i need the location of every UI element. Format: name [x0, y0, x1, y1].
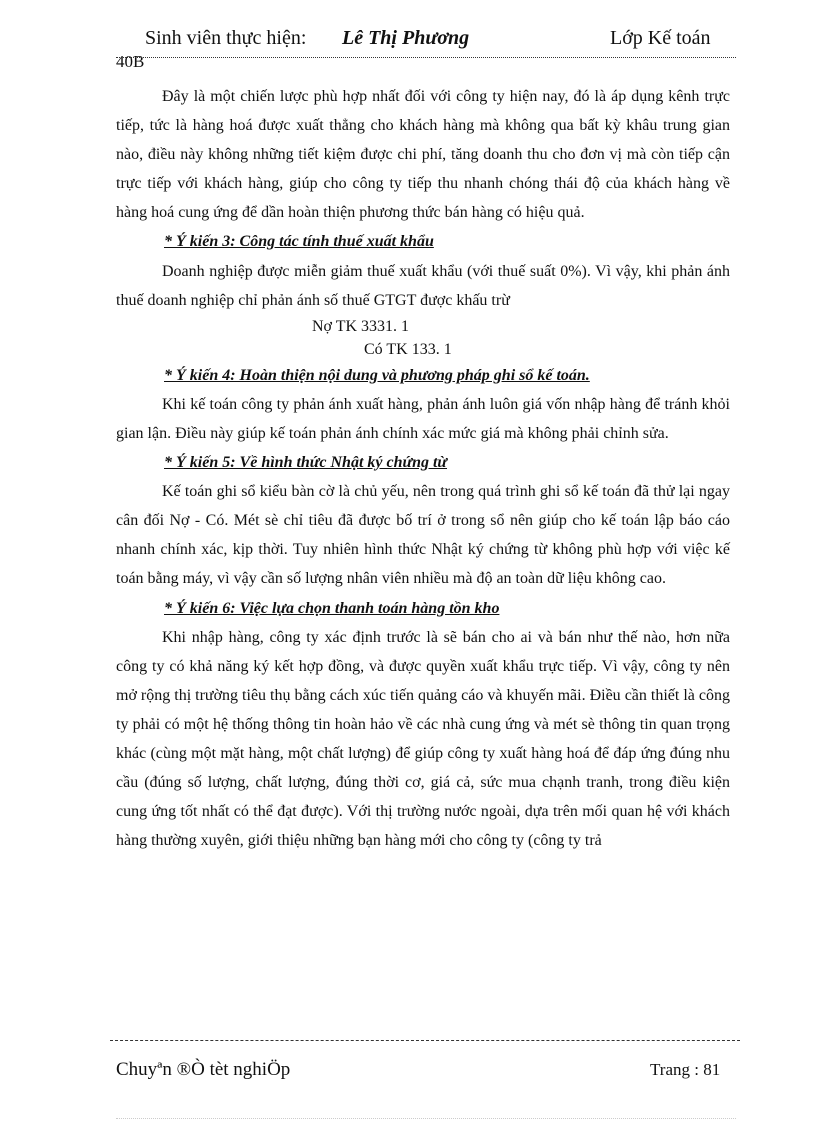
journal-entry-debit: Nợ TK 3331. 1	[312, 317, 410, 335]
footer-page-number: Trang : 81	[650, 1060, 721, 1079]
paragraph-export-tax: Doanh nghiệp được miễn giảm thuế xuất khẩu (với thuế suất 0%). Vì vậy, khi phản ánh thuế doanh nghiệp chỉ phản ánh số thuế GTGT được khấu trừ	[116, 262, 730, 309]
header-class-label: Lớp Kế toán	[610, 27, 711, 49]
footer-title: Chuyªn ®Ò tèt nghiÖp	[116, 1059, 291, 1080]
paragraph-inventory-payment: Khi nhập hàng, công ty xác định trước là sẽ bán cho ai và bán như thế nào, hơn nữa công ty có khả năng ký kết hợp đồng, và được quyền xuất khẩu trực tiếp. Vì vậy, công ty nên mở rộng thị trường tiêu thụ bằng cách xúc tiến quảng cáo và khuyến mãi. Điều cần thiết là công ty phải có một hệ thống thông tin hoàn hảo về các nhà cung ứng và mét sè thông tin quan trọng khác (cùng một mặt hàng, một chất lượng) để giúp công ty xuất hàng hoá để đáp ứng đúng nhu cầu (đúng số lượng, chất lượng, đúng thời cơ, giá cả, sức mua chạnh tranh, trong điều kiện cung ứng tốt nhất có thể đạt được). Với thị trường nước ngoài, dựa trên mối quan hệ với khách hàng thường xuyên, giới thiệu những bạn hàng mới cho công ty (công ty trả	[116, 628, 730, 850]
paragraph-cost-recording: Khi kế toán công ty phản ánh xuất hàng, phản ánh luôn giá vốn nhập hàng để tránh khỏi gian lận. Điều này giúp kế toán phản ánh chính xác mức giá mà không phải chỉnh sửa.	[116, 395, 730, 442]
heading-opinion-5: * Ý kiến 5: Về hình thức Nhật ký chứng từ	[164, 454, 448, 472]
paragraph-strategy: Đây là một chiến lược phù hợp nhất đối với công ty hiện nay, đó là áp dụng kênh trực tiếp, tức là hàng hoá được xuất thẳng cho khách hàng mà không qua bất kỳ khâu trung gian nào, điều này không những tiết kiệm được chi phí, tăng doanh thu cho đơn vị mà còn tiếp cận trực tiếp với khách hàng, giúp cho công ty tiếp thu nhanh chóng thái độ của khách hàng về hàng hoá cung ứng để dần hoàn thiện phương thức bán hàng có hiệu quả.	[116, 88, 730, 222]
header-divider	[116, 57, 736, 58]
journal-entry-credit: Có TK 133. 1	[364, 340, 452, 358]
heading-opinion-3: * Ý kiến 3: Công tác tính thuế xuất khẩu	[164, 233, 434, 251]
page-bottom-rule	[116, 1118, 736, 1119]
heading-opinion-6: * Ý kiến 6: Việc lựa chọn thanh toán hàng tồn kho	[164, 599, 500, 617]
header-student-name: Lê Thị Phương	[342, 27, 470, 49]
heading-opinion-4: * Ý kiến 4: Hoàn thiện nội dung và phương pháp ghi sổ kế toán.	[164, 366, 590, 384]
document-body	[116, 82, 730, 855]
paragraph-journal-vouchers: Kế toán ghi sổ kiểu bàn cờ là chủ yếu, nên trong quá trình ghi sổ kế toán đã thử lại ngay cân đối Nợ - Có. Mét sè chỉ tiêu đã được bố trí ở trong sổ nên giúp cho kế toán lập báo cáo nhanh chính xác, kịp thời. Tuy nhiên hình thức Nhật ký chứng từ không phù hợp với việc kế toán bằng máy, vì vậy cần số lượng nhân viên nhiều mà độ an toàn dữ liệu không cao.	[116, 483, 730, 588]
footer-divider	[110, 1040, 740, 1041]
header-class-continued: 40B	[116, 52, 145, 71]
header-student-label: Sinh viên thực hiện:	[145, 27, 307, 49]
